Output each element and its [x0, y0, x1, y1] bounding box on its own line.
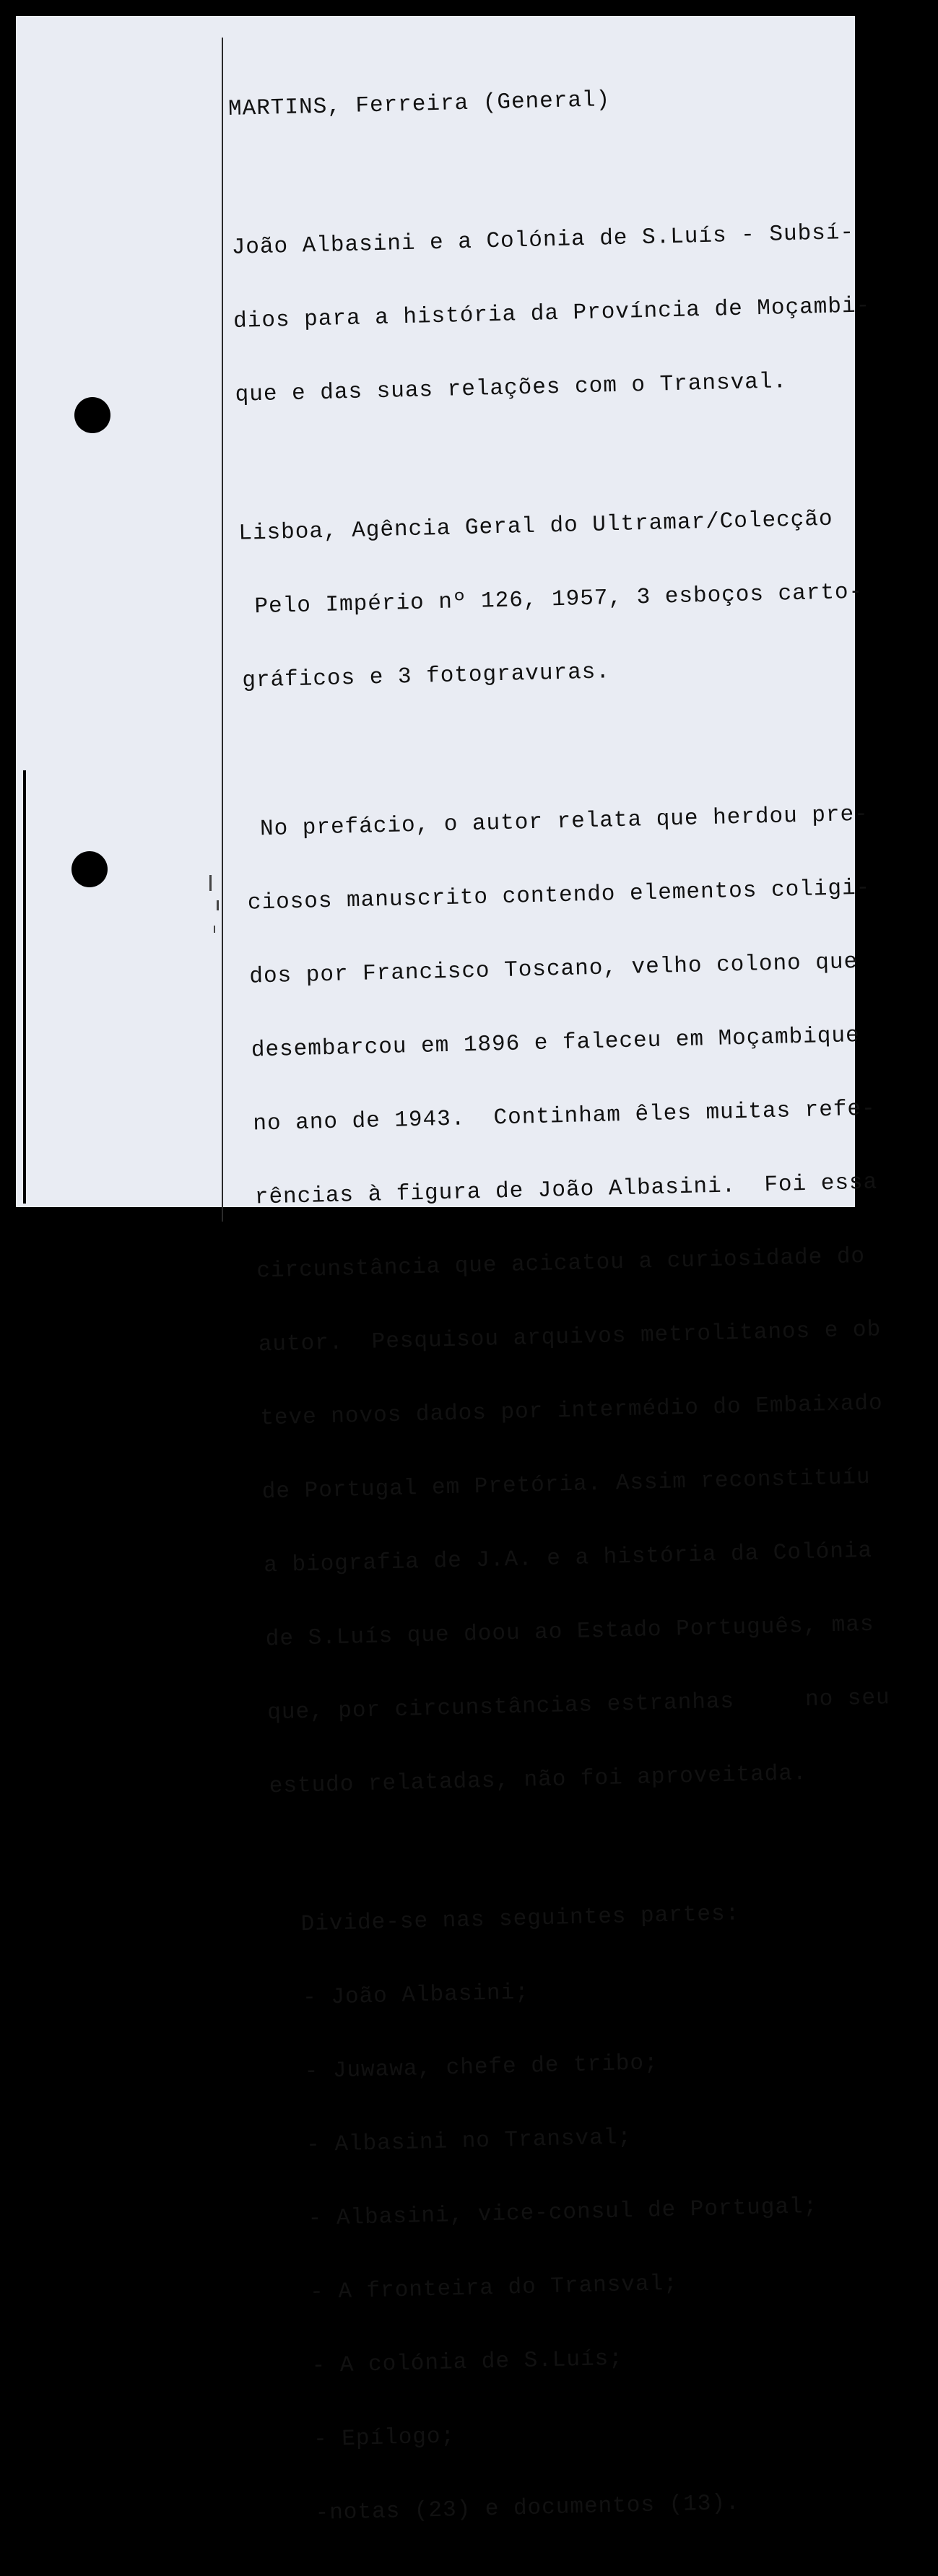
part-item: - Juwawa, chefe de tribo;: [276, 2050, 659, 2086]
margin-line: [222, 38, 223, 1222]
summary-line: ciosos manuscrito contendo elementos coligi-: [247, 875, 871, 916]
title-line: João Albasini e a Colónia de S.Luís - Subsí-: [231, 219, 855, 261]
document-text: [227, 32, 938, 2576]
title-line: dios para a história da Província de Moçambi-: [233, 293, 871, 334]
publication-line: Lisboa, Agência Geral do Ultramar/Colecção: [238, 506, 833, 547]
scan-speck: [214, 926, 215, 933]
punch-hole-bottom: [71, 851, 108, 887]
publication-line: gráficos e 3 fotogravuras.: [241, 659, 611, 694]
summary-line: No prefácio, o autor relata que herdou pre-: [246, 801, 869, 843]
summary-line: teve novos dados por intermédio do Embaixado: [259, 1391, 884, 1432]
title-line: que e das suas relações com o Transval.: [235, 369, 788, 408]
summary-line: estudo relatadas, não foi aproveitada.: [269, 1761, 807, 1800]
summary-line: a biografia de J.A. e a história da Colónia: [263, 1538, 873, 1579]
summary-line: circunstância que acicatou a curiosidade do: [256, 1243, 866, 1284]
part-item: - Epílogo;: [285, 2424, 456, 2454]
summary-line: rências à figura de João Albasini. Foi essa: [254, 1170, 878, 1211]
publication-line: Pelo Império nº 126, 1957, 3 esboços carto-: [240, 579, 864, 620]
document-page: [16, 16, 891, 2527]
part-item: - Albasini, vice-consul de Portugal;: [279, 2193, 818, 2233]
part-item: - A colónia de S.Luís;: [283, 2346, 624, 2380]
part-item: - João Albasini;: [274, 1980, 530, 2012]
summary-line: de Portugal em Pretória. Assim reconstituíu: [261, 1464, 871, 1505]
part-item: -notas (23) e documentos (13).: [287, 2490, 741, 2527]
summary-line: dos por Francisco Toscano, velho colono que: [249, 949, 859, 990]
summary-line: autor. Pesquisou arquivos metrolitanos e ob: [258, 1317, 882, 1358]
parts-intro: Divide-se nas seguintes partes:: [272, 1901, 740, 1938]
summary-line: desembarcou em 1896 e faleceu em Moçambique: [251, 1022, 861, 1063]
punch-hole-top: [74, 397, 110, 433]
left-edge-bar: [23, 770, 26, 1204]
part-item: - A fronteira do Transval;: [281, 2271, 679, 2307]
scan-speck: [209, 875, 212, 891]
summary-line: de S.Luís que doou ao Estado Português, mas: [265, 1611, 874, 1653]
summary-line: no ano de 1943. Continham êles muitas refe-: [252, 1096, 877, 1137]
scan-speck: [217, 900, 219, 910]
author-header: MARTINS, Ferreira (General): [227, 87, 611, 122]
summary-line: que, por circunstâncias estranhas no seu: [266, 1685, 891, 1726]
part-item: - Albasini no Transval;: [277, 2125, 633, 2159]
